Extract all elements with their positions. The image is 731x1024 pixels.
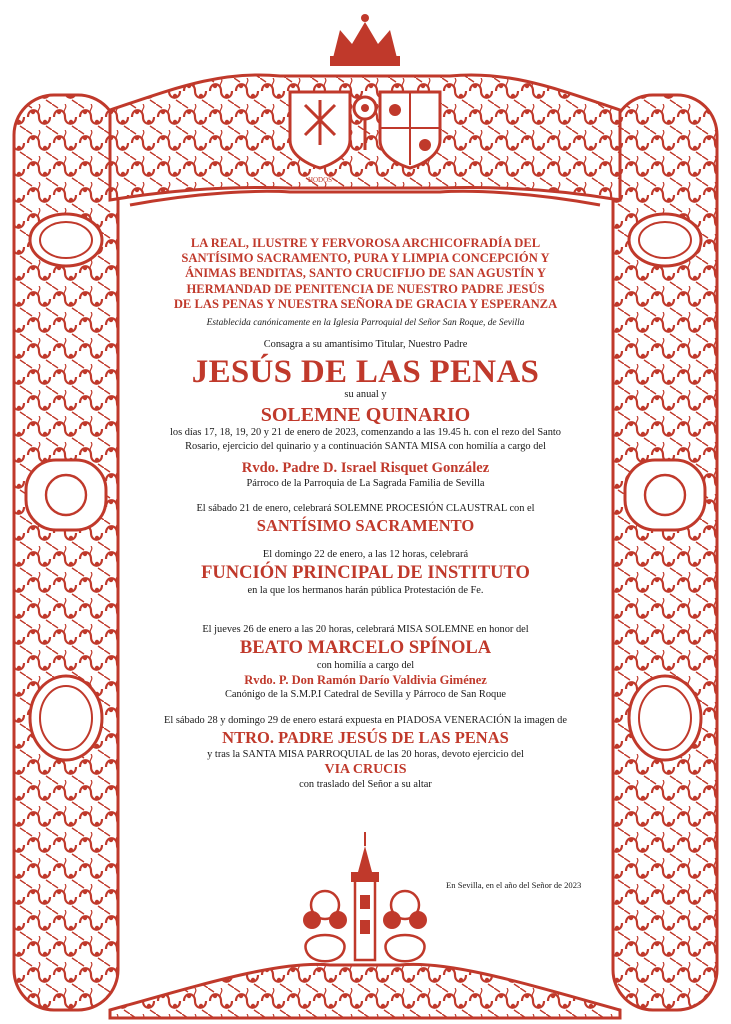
crown-icon xyxy=(330,14,400,66)
quinario-intro: Consagra a su amantísimo Titular, Nuestro Padre xyxy=(263,339,468,351)
brotherhood-line: ÁNIMAS BENDITAS, SANTO CRUCIFIJO DE SAN AGUSTÍN Y xyxy=(185,266,546,281)
via-crucis-title: VIA CRUCIS xyxy=(324,762,407,778)
dateline: En Sevilla, en el año del Señor de 2023 xyxy=(446,880,582,890)
misa-preacher: Rvdo. P. Don Ramón Darío Valdivia Giménez xyxy=(244,673,487,688)
veneracion-intro: El sábado 28 y domingo 29 de enero estará expuesta en PIADOSA VENERACIÓN la imagen de xyxy=(164,715,567,727)
veneracion-title: NTRO. PADRE JESÚS DE LAS PENAS xyxy=(222,728,509,748)
misa-intro: El jueves 26 de enero a las 20 horas, celebrará MISA SOLEMNE en honor del xyxy=(202,624,529,636)
funcion-outro: en la que los hermanos harán pública Protestación de Fe. xyxy=(247,585,484,597)
brotherhood-line: DE LAS PENAS Y NUESTRA SEÑORA DE GRACIA Y ESPERANZA xyxy=(173,296,558,311)
shield-motto: HODOS xyxy=(307,176,333,184)
misa-preacher-role: Canónigo de la S.M.P.I Catedral de Sevilla y Párroco de San Roque xyxy=(224,689,507,701)
veneracion-after: y tras la SANTA MISA PARROQUIAL de las 20 horas, devoto ejercicio del xyxy=(207,749,524,761)
funcion-intro: El domingo 22 de enero, a las 12 horas, celebrará xyxy=(262,549,469,561)
veneracion-outro: con traslado del Señor a su altar xyxy=(299,779,432,791)
establishment-note: Establecida canónicamente en la Iglesia Parroquial del Señor San Roque, de Sevilla xyxy=(206,318,525,329)
left-column-ornament xyxy=(14,95,118,1010)
quinario-preacher-role: Párroco de la Parroquia de La Sagrada Familia de Sevilla xyxy=(246,478,485,490)
shield-right-icon xyxy=(380,92,440,168)
brotherhood-line: LA REAL, ILUSTRE Y FERVOROSA ARCHICOFRADÍA DEL xyxy=(190,236,541,250)
brotherhood-name xyxy=(128,236,603,312)
brotherhood-line: HERMANDAD DE PENITENCIA DE NUESTRO PADRE JESÚS xyxy=(186,281,545,296)
procesion-intro: El sábado 21 de enero, celebrará SOLEMNE PROCESIÓN CLAUSTRAL con el xyxy=(196,503,535,515)
misa-homily: con homilía a cargo del xyxy=(316,660,415,672)
funcion-title: FUNCIÓN PRINCIPAL DE INSTITUTO xyxy=(201,563,530,584)
flower-vase-right-icon xyxy=(383,891,427,961)
right-column-ornament xyxy=(613,95,717,1010)
quinario-preacher: Rvdo. Padre D. Israel Risquet González xyxy=(241,460,490,477)
brotherhood-line: SANTÍSIMO SACRAMENTO, PURA Y LIMPIA CONCEPCIÓN Y xyxy=(181,251,550,266)
procesion-title: SANTÍSIMO SACRAMENTO xyxy=(256,516,475,536)
misa-title: BEATO MARCELO SPÍNOLA xyxy=(239,638,492,659)
bottom-arch-ornament xyxy=(110,964,620,1018)
giralda-tower-icon xyxy=(351,832,379,960)
announcement-body xyxy=(128,236,603,792)
quinario-title: SOLEMNE QUINARIO xyxy=(260,404,471,427)
titular-name: JESÚS DE LAS PENAS xyxy=(191,354,540,391)
quinario-anual: su anual y xyxy=(344,389,387,401)
flower-vase-left-icon xyxy=(303,891,347,961)
quinario-detail: los días 17, 18, 19, 20 y 21 de enero de 2023, comenzando a las 19.45 h. con el rezo del Santo xyxy=(170,427,561,439)
quinario-detail: Rosario, ejercicio del quinario y a continuación SANTA MISA con homilía a cargo del xyxy=(185,441,546,453)
